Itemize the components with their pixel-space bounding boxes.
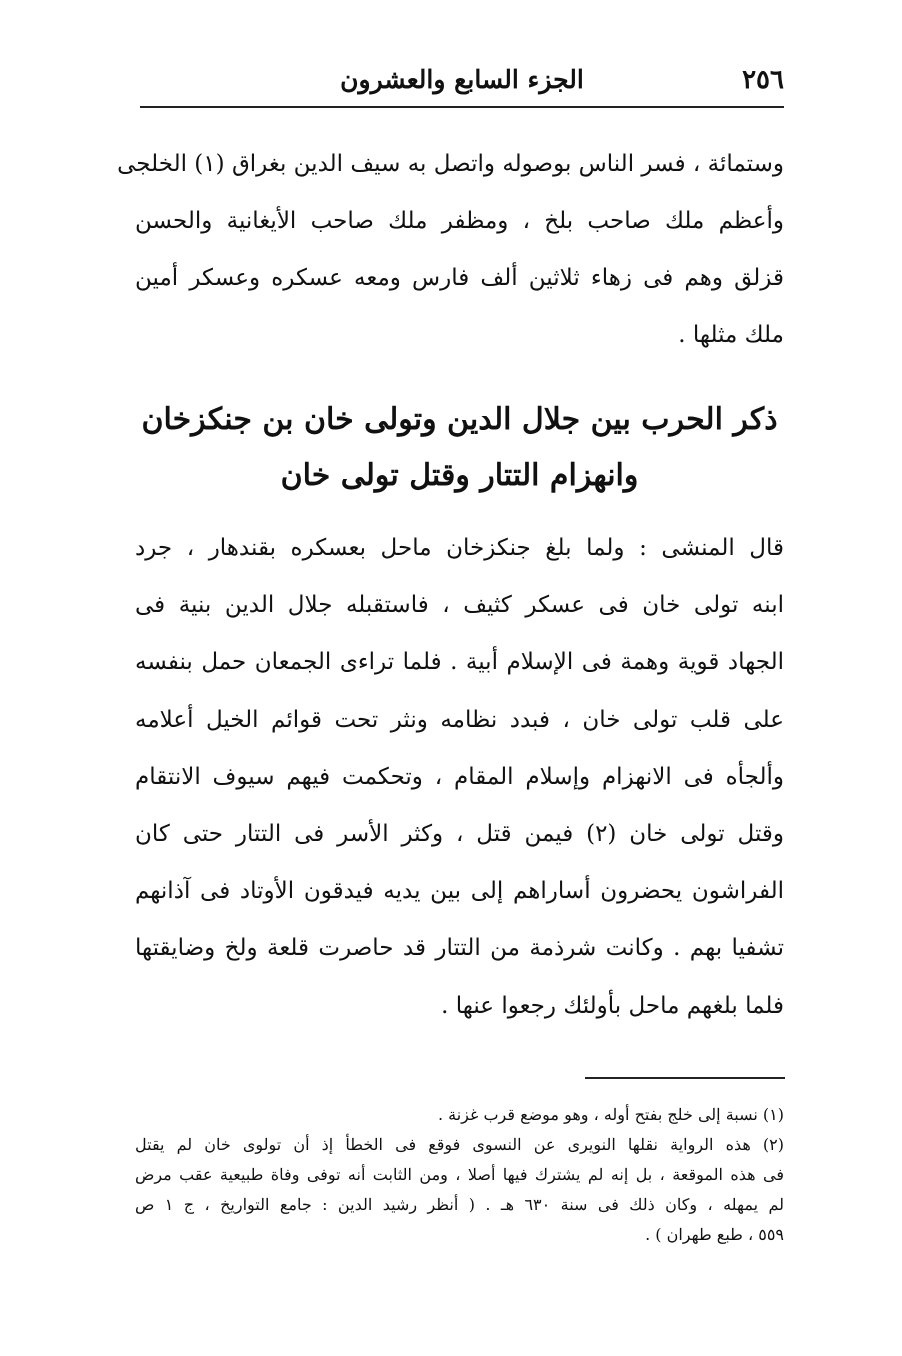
text-line: تشفيا بهم . وكانت شرذمة من التتار قد حاصرت قلعة ولخ وضايقتها <box>135 935 784 962</box>
footnote-line: لم يمهله ، وكان ذلك فى سنة ٦٣٠ هـ . ( أنظر رشيد الدين : جامع التواريخ ، ج ١ ص <box>135 1195 784 1214</box>
text-line: قزلق وهم فى زهاء ثلاثين ألف فارس ومعه عسكره وعسكر أمين <box>135 265 784 291</box>
text-line: الجهاد قوية وهمة فى الإسلام أبية . فلما تراءى الجمعان حمل بنفسه <box>135 649 784 676</box>
footnote-line: (٢) هذه الرواية نقلها النويرى عن النسوى فوقع فى الخطأ إذ أن تولوى خان لم يقتل <box>135 1135 784 1154</box>
text-line: قال المنشى : ولما بلغ جنكزخان ماحل بعسكره بقندهار ، جرد <box>135 535 784 561</box>
page-header <box>140 62 784 102</box>
text-line: وقتل تولى خان (٢) فيمن قتل ، وكثر الأسر فى التتار حتى كان <box>135 820 784 847</box>
running-title: الجزء السابع والعشرون <box>340 65 584 94</box>
page-number: ٢٥٦ <box>742 65 784 95</box>
section-paragraph <box>135 520 784 1035</box>
text-line: وأعظم ملك صاحب بلخ ، ومظفر ملك صاحب الأيغانية والحسن <box>135 208 784 234</box>
text-line: ابنه تولى خان فى عسكر كثيف ، فاستقبله جلال الدين بنية فى <box>135 592 784 619</box>
section-heading <box>135 392 784 504</box>
header-rule <box>140 106 784 108</box>
text-line: فلما بلغهم ماحل بأولئك رجعوا عنها . <box>441 992 784 1019</box>
text-line: وستمائة ، فسر الناس بوصوله واتصل به سيف الدين بغراق (١) الخلجى <box>117 151 784 177</box>
footnote-line: (١) نسبة إلى خلج بفتح أوله ، وهو موضع قرب غزنة . <box>437 1105 784 1124</box>
text-line: على قلب تولى خان ، فبدد نظامه ونثر تحت قوائم الخيل أعلامه <box>135 706 784 733</box>
footnote-separator <box>585 1077 785 1079</box>
text-line: وألجأه فى الانهزام وإسلام المقام ، وتحكمت فيهم سيوف الانتقام <box>135 763 784 790</box>
text-line: ملك مثلها . <box>678 322 784 348</box>
paragraph-continuation <box>117 136 784 364</box>
heading-line: وانهزام التتار وقتل تولى خان <box>280 458 639 493</box>
text-line: الفراشون يحضرون أساراهم إلى بين يديه فيدقون الأوتاد فى آذانهم <box>135 878 784 905</box>
footnote-line: ٥٥٩ ، طبع طهران ) . <box>645 1225 784 1244</box>
footnote-line: فى هذه الموقعة ، بل إنه لم يشترك فيها أصلا ، ومن الثابت أنه توفى وفاة طبيعية عقب مرض <box>135 1165 785 1184</box>
footnotes <box>135 1100 784 1250</box>
heading-line: ذكر الحرب بين جلال الدين وتولى خان بن جنكزخان <box>141 402 778 437</box>
